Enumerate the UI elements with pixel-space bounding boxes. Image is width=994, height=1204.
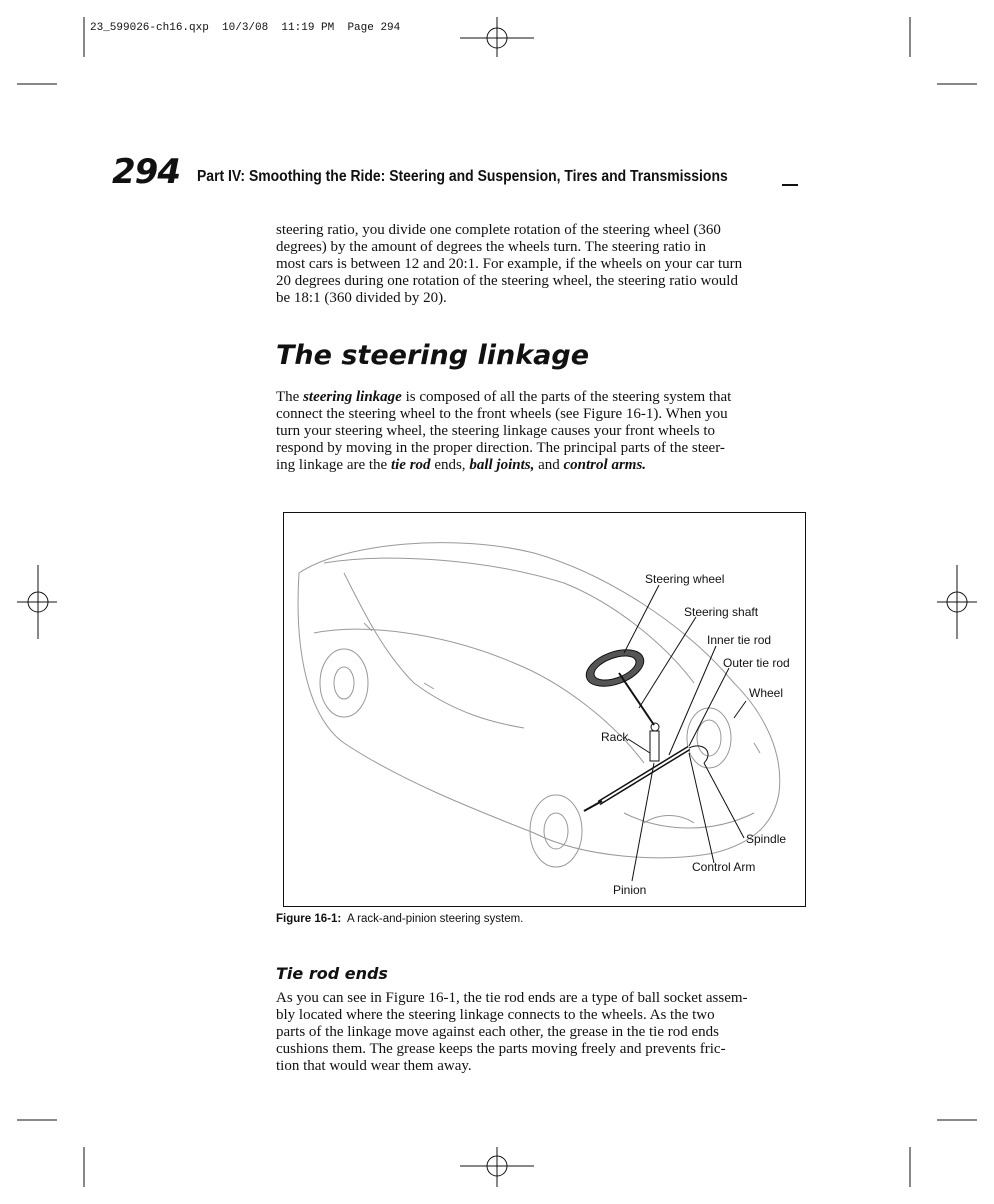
label-inner-tie-rod: Inner tie rod	[707, 633, 772, 647]
text-line	[276, 389, 731, 406]
leader-lines	[624, 585, 746, 881]
label-outer-tie-rod: Outer tie rod	[723, 656, 790, 670]
caption-label: Figure 16-1:	[276, 913, 342, 925]
text: The	[276, 389, 304, 405]
text: is composed of all the parts of the steering system that	[401, 389, 732, 405]
term-control-arms: control arms.	[563, 457, 647, 473]
registration-mark-left	[17, 565, 57, 639]
label-pinion: Pinion	[613, 883, 647, 897]
text-line: tion that would wear them away.	[276, 1058, 472, 1074]
text: and	[534, 457, 564, 473]
text-line: turn your steering wheel, the steering linkage causes your front wheels to	[276, 423, 716, 439]
label-wheel: Wheel	[749, 686, 784, 700]
label-steering-wheel: Steering wheel	[645, 572, 725, 586]
registration-mark-bottom	[460, 1147, 534, 1187]
label-rack: Rack	[601, 730, 629, 744]
figure-16-1	[283, 512, 806, 907]
text-line: steering ratio, you divide one complete rotation of the steering wheel (360	[276, 222, 721, 238]
section-heading: The steering linkage	[276, 340, 590, 371]
text-line: parts of the linkage move against each other, the grease in the tie rod ends	[276, 1024, 719, 1040]
running-head-rule	[782, 184, 798, 186]
text-line: degrees) by the amount of degrees the wheels turn. The steering ratio in	[276, 239, 706, 255]
page-number: 294	[112, 152, 180, 192]
text: ends,	[430, 457, 470, 473]
term-ball-joints: ball joints,	[469, 457, 535, 473]
label-steering-shaft: Steering shaft	[684, 605, 759, 619]
paragraph-steering-ratio	[276, 222, 742, 307]
text-line: As you can see in Figure 16-1, the tie rod ends are a type of ball socket assem-	[276, 990, 748, 1006]
figure-caption	[276, 913, 523, 925]
label-control-arm: Control Arm	[692, 860, 756, 874]
term-tie-rod: tie rod	[390, 457, 431, 473]
text-line: connect the steering wheel to the front wheels (see Figure 16-1). When you	[276, 406, 728, 422]
text-line: respond by moving in the proper direction. The principal parts of the steer-	[276, 440, 725, 456]
label-spindle: Spindle	[746, 832, 787, 846]
text-line: bly located where the steering linkage connects to the wheels. As the two	[276, 1007, 715, 1023]
registration-mark-top	[460, 17, 534, 57]
text-line: be 18:1 (360 divided by 20).	[276, 290, 447, 306]
text-line: 20 degrees during one rotation of the steering wheel, the steering ratio would	[276, 273, 738, 289]
registration-mark-right	[937, 565, 977, 639]
car-steering-illustration	[284, 513, 805, 906]
text-line: most cars is between 12 and 20:1. For example, if the wheels on your car turn	[276, 256, 743, 272]
text-line: cushions them. The grease keeps the parts moving freely and prevents fric-	[276, 1041, 726, 1057]
text: ing linkage are the	[276, 457, 391, 473]
slug-line: 23_599026-ch16.qxp 10/3/08 11:19 PM Page 294	[90, 22, 401, 34]
caption-text: A rack-and-pinion steering system.	[346, 913, 524, 925]
running-head: Part IV: Smoothing the Ride: Steering and Suspension, Tires and Transmissions	[197, 168, 728, 185]
text-line	[276, 457, 731, 474]
paragraph-steering-linkage	[276, 389, 731, 474]
term-steering-linkage: steering linkage	[303, 389, 402, 405]
car-outline	[298, 543, 780, 867]
paragraph-tie-rod-ends	[276, 990, 748, 1075]
subsection-heading: Tie rod ends	[276, 964, 388, 983]
